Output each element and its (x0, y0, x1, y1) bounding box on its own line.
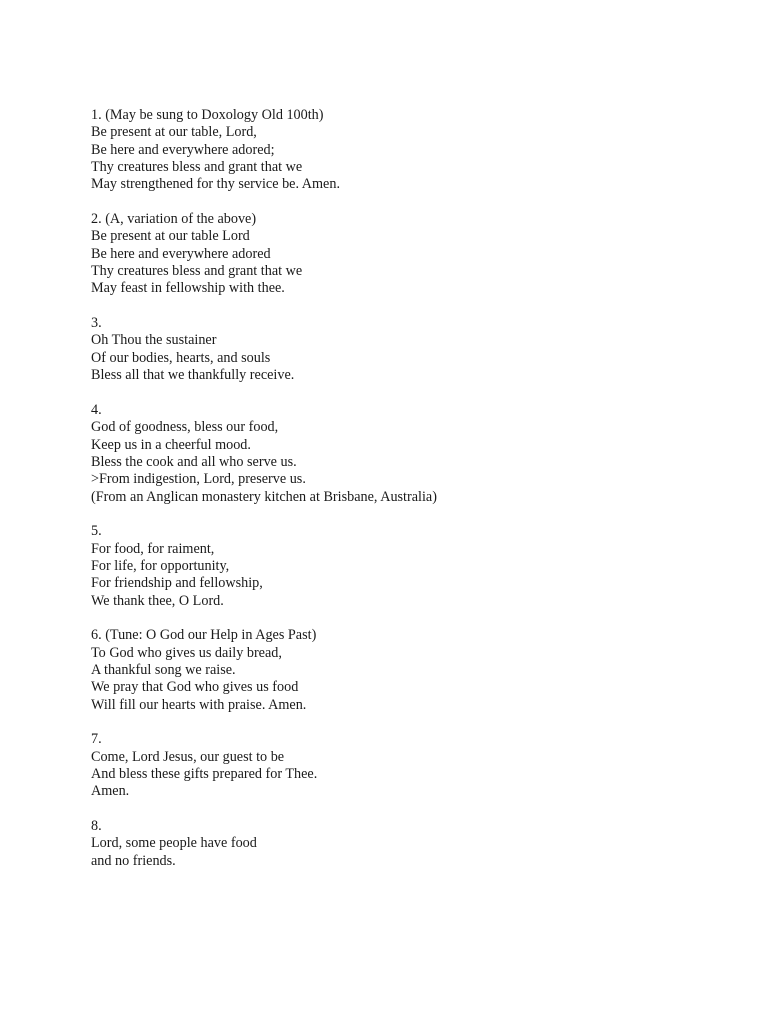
prayer-line: (From an Anglican monastery kitchen at Brisbane, Australia) (91, 488, 437, 505)
prayer-3 (91, 315, 731, 384)
prayer-line: May feast in fellowship with thee. (91, 280, 285, 297)
prayer-7 (91, 731, 731, 800)
prayer-heading: 4. (91, 401, 102, 418)
prayer-heading: 1. (May be sung to Doxology Old 100th) (91, 107, 324, 123)
prayer-line: We thank thee, O Lord. (91, 592, 224, 609)
prayer-1 (91, 107, 731, 194)
prayer-heading: 8. (91, 818, 102, 835)
prayer-heading: 6. (Tune: O God our Help in Ages Past) (91, 627, 317, 644)
prayer-line: Bless all that we thankfully receive. (91, 367, 295, 384)
prayer-line: For food, for raiment, (91, 540, 215, 557)
prayer-line: Oh Thou the sustainer (91, 332, 217, 349)
prayer-line: Be here and everywhere adored (91, 245, 271, 262)
prayer-line: Come, Lord Jesus, our guest to be (91, 748, 285, 765)
prayer-line: Lord, some people have food (91, 835, 257, 852)
prayer-line: A thankful song we raise. (91, 662, 236, 678)
prayer-line: Be here and everywhere adored; (91, 141, 275, 158)
prayer-6 (91, 627, 731, 714)
prayer-line: Keep us in a cheerful mood. (91, 436, 251, 453)
prayer-line: >From indigestion, Lord, preserve us. (91, 471, 306, 488)
prayer-line: God of goodness, bless our food, (91, 419, 279, 436)
prayer-line: Thy creatures bless and grant that we (91, 263, 303, 280)
prayer-line: Amen. (91, 783, 130, 800)
prayer-8 (91, 818, 731, 870)
prayer-line: Will fill our hearts with praise. Amen. (91, 696, 307, 713)
prayer-heading: 2. (A, variation of the above) (91, 211, 257, 228)
prayer-heading: 7. (91, 731, 102, 748)
prayer-line: For friendship and fellowship, (91, 575, 263, 592)
prayer-line: Of our bodies, hearts, and souls (91, 349, 271, 366)
prayer-line: For life, for opportunity, (91, 557, 230, 574)
prayer-2 (91, 211, 731, 298)
prayer-list (91, 107, 731, 887)
prayer-line: May strengthened for thy service be. Amen. (91, 176, 340, 193)
prayer-line: To God who gives us daily bread, (91, 644, 282, 661)
prayer-line: We pray that God who gives us food (91, 679, 299, 696)
prayer-line: Thy creatures bless and grant that we (91, 159, 303, 176)
prayer-line: And bless these gifts prepared for Thee. (91, 766, 318, 783)
prayer-5 (91, 523, 731, 610)
prayer-heading: 5. (91, 523, 102, 540)
prayer-line: Be present at our table Lord (91, 228, 250, 245)
prayer-4 (91, 402, 731, 506)
prayer-heading: 3. (91, 315, 102, 332)
prayer-line: Be present at our table, Lord, (91, 124, 257, 141)
prayer-line: Bless the cook and all who serve us. (91, 453, 297, 470)
prayer-line: and no friends. (91, 852, 176, 869)
